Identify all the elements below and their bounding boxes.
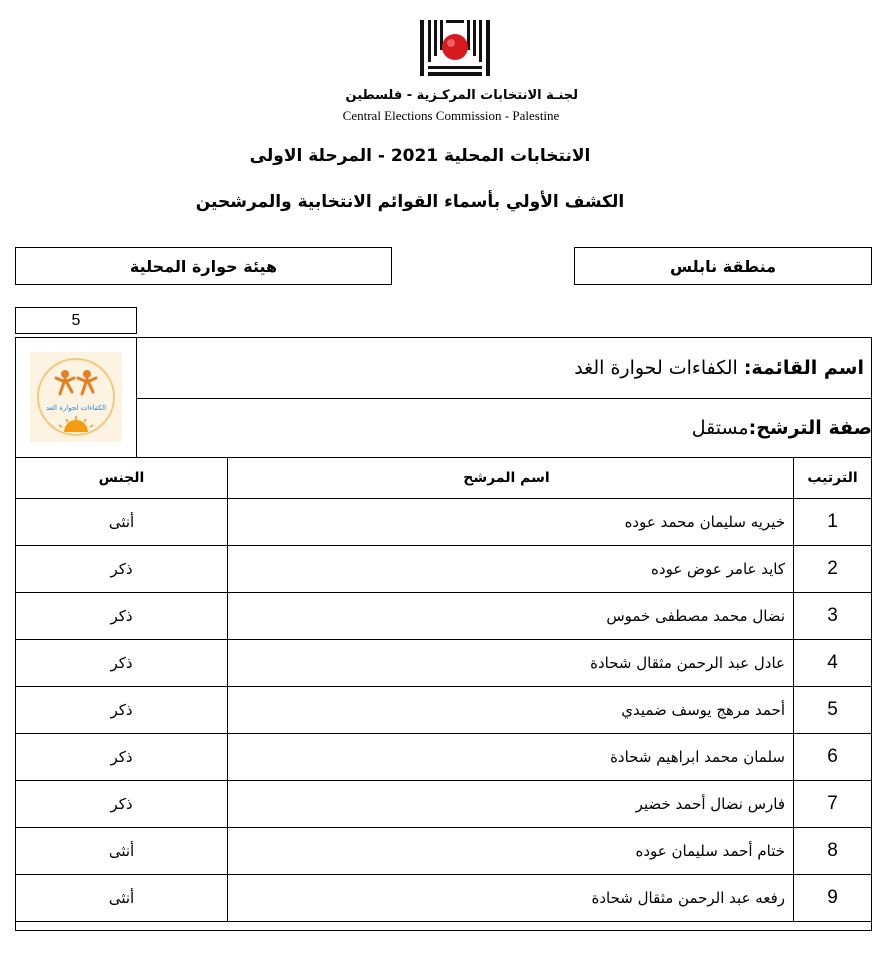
candidate-gender: ذكر — [16, 781, 228, 828]
region-name: منطقة نابلس — [670, 256, 776, 276]
list-logo-image — [30, 352, 122, 442]
header-gender: الجنس — [16, 458, 228, 499]
candidate-gender: ذكر — [16, 593, 228, 640]
table-header-row — [16, 458, 872, 499]
table-row — [16, 499, 872, 546]
table-row — [16, 640, 872, 687]
candidate-gender: ذكر — [16, 687, 228, 734]
candidate-rank: 5 — [794, 687, 872, 734]
org-name-arabic: لجنـة الانتخابات المركـزية - فلسطين — [345, 88, 578, 103]
list-number-box — [15, 307, 137, 334]
table-row — [16, 593, 872, 640]
table-row — [16, 687, 872, 734]
candidate-name: فارس نضال أحمد خضير — [228, 781, 794, 828]
nomination-type-row — [137, 399, 880, 457]
candidate-rank: 3 — [794, 593, 872, 640]
candidate-name: أحمد مرهج يوسف ضميدي — [228, 687, 794, 734]
candidate-name: سلمان محمد ابراهيم شحادة — [228, 734, 794, 781]
candidate-name: خيريه سليمان محمد عوده — [228, 499, 794, 546]
candidate-gender: أنثى — [16, 828, 228, 875]
candidates-table — [15, 457, 872, 922]
candidate-name: ختام أحمد سليمان عوده — [228, 828, 794, 875]
list-name-row — [137, 337, 872, 399]
table-row — [16, 828, 872, 875]
table-row — [16, 781, 872, 828]
candidate-name: كايد عامر عوض عوده — [228, 546, 794, 593]
nomination-type-label: صفة الترشح: — [748, 417, 872, 439]
candidate-gender: أنثى — [16, 875, 228, 922]
candidate-name: عادل عبد الرحمن مثقال شحادة — [228, 640, 794, 687]
local-authority-name: هيئة حوارة المحلية — [129, 256, 278, 276]
candidate-gender: أنثى — [16, 499, 228, 546]
org-name-english: Central Elections Commission - Palestine — [342, 108, 560, 123]
candidate-name: رفعه عبد الرحمن مثقال شحادة — [228, 875, 794, 922]
candidate-rank: 9 — [794, 875, 872, 922]
local-authority-box — [15, 247, 392, 285]
candidate-rank: 2 — [794, 546, 872, 593]
table-row — [16, 875, 872, 922]
candidate-gender: ذكر — [16, 640, 228, 687]
candidate-gender: ذكر — [16, 734, 228, 781]
table-row — [16, 734, 872, 781]
list-name-label: اسم القائمة: — [743, 356, 864, 379]
candidate-rank: 1 — [794, 499, 872, 546]
candidate-rank: 8 — [794, 828, 872, 875]
header-rank: الترتيب — [794, 458, 872, 499]
candidate-rank: 7 — [794, 781, 872, 828]
list-number: 5 — [71, 311, 81, 329]
nomination-type-value: مستقل — [691, 417, 749, 439]
list-logo-caption: الكفاءات لحوارة الغد — [45, 404, 107, 412]
list-name-value: الكفاءات لحوارة الغد — [574, 356, 738, 379]
cec-emblem-logo — [420, 20, 490, 84]
candidate-rank: 4 — [794, 640, 872, 687]
page-subtitle: الكشف الأولي بأسماء القوائم الانتخابية والمرشحين — [195, 192, 625, 212]
header-candidate-name: اسم المرشح — [228, 458, 794, 499]
page-title: الانتخابات المحلية 2021 - المرحلة الاولى — [249, 146, 591, 166]
region-box — [574, 247, 872, 285]
table-row — [16, 546, 872, 593]
candidate-gender: ذكر — [16, 546, 228, 593]
candidate-name: نضال محمد مصطفى خموس — [228, 593, 794, 640]
candidate-rank: 6 — [794, 734, 872, 781]
